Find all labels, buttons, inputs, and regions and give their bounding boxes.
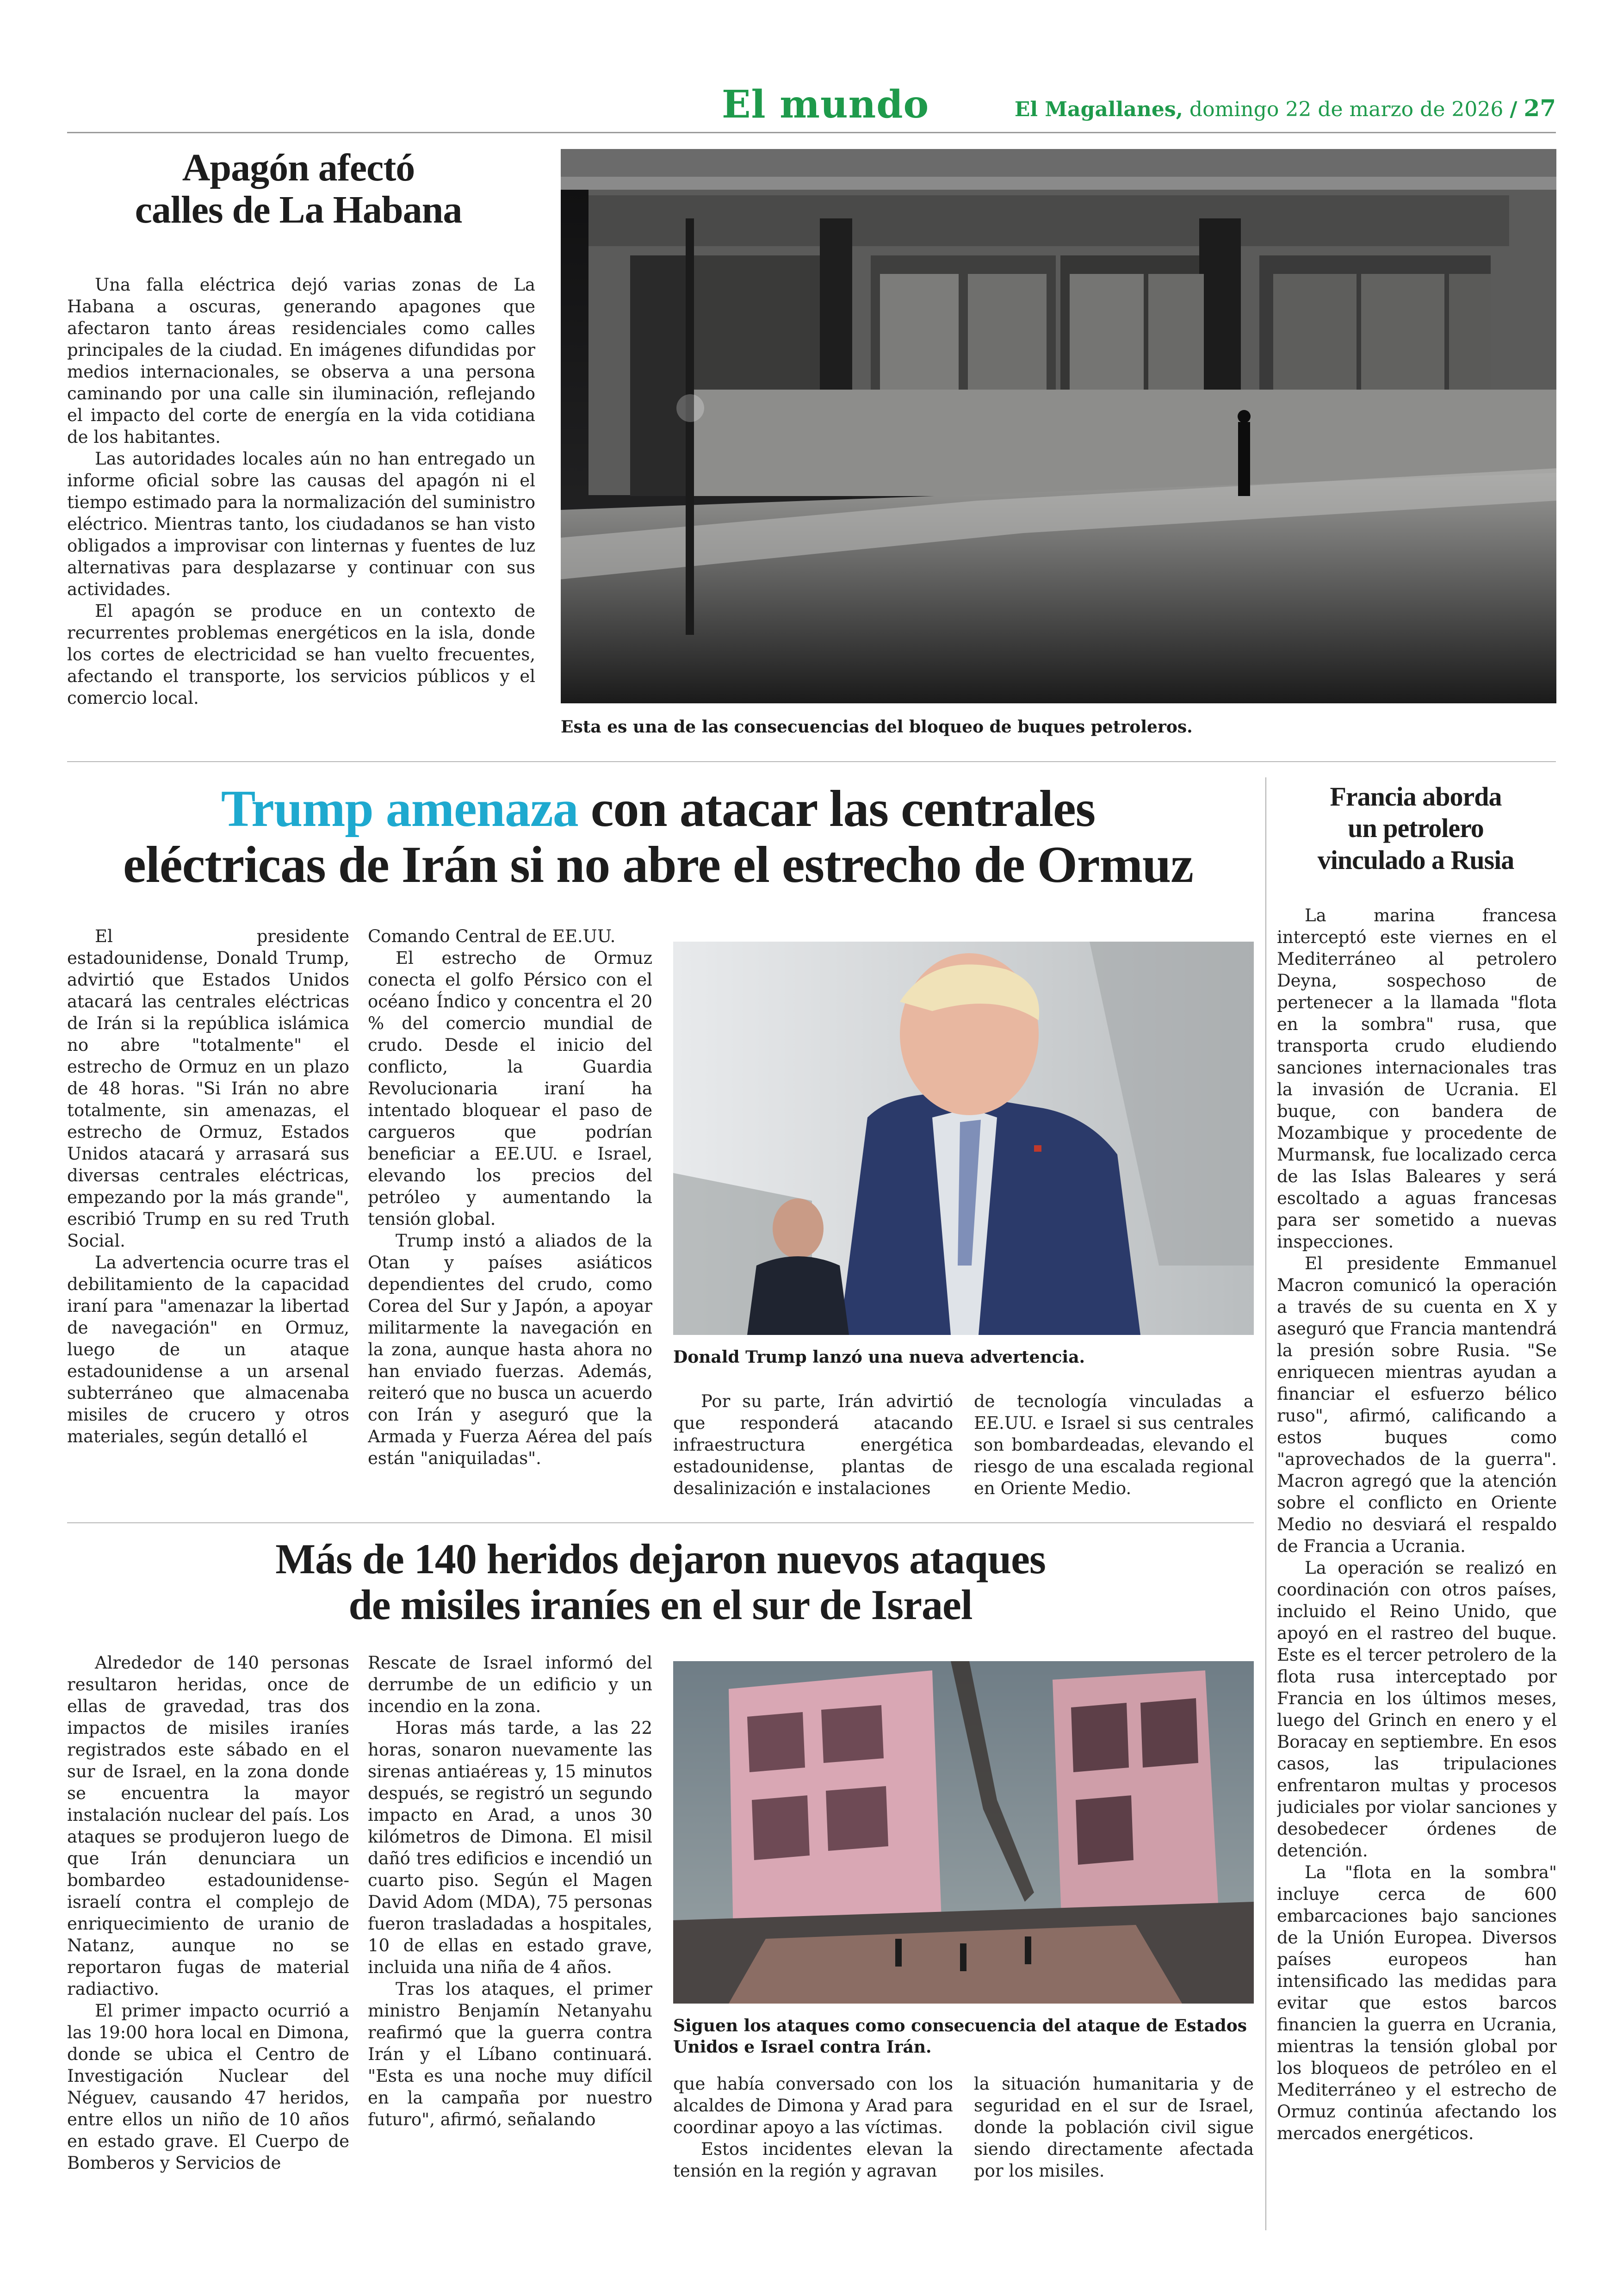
trump-photo <box>673 942 1254 1335</box>
issue-date: domingo 22 de marzo de 2026 <box>1189 98 1504 121</box>
page-number: 27 <box>1524 94 1556 122</box>
trump-paragraph: Trump instó a aliados de la Otan y países asiáticos dependientes del crudo, como Corea del Sur y Japón, a apoyar militarmente la navegación en la zona, aunque hasta ahora no han enviado fuerzas. Además, reiteró que no busca un acuerdo con Irán y aseguró que la Armada y Fuerza Aérea del país están "aniquiladas". <box>368 1231 652 1468</box>
page-separator: / <box>1510 98 1518 121</box>
trump-paragraph: El estrecho de Ormuz conecta el golfo Pérsico con el océano Índico y concentra el 20 % del comercio mundial de crudo. Desde el inicio del conflicto, la Guardia Revolucionaria iraní ha intentado bloquear el paso de cargueros que podrían beneficiar a EE.UU. e Israel, elevando los precios del petróleo y aumentando la tensión global. <box>368 948 652 1229</box>
trump-column-3 <box>673 1390 953 1511</box>
israel-paragraph-continued: Rescate de Israel informó del derrumbe de un edificio y un incendio en la zona. <box>368 1653 652 1716</box>
section-title: El mundo <box>722 82 929 127</box>
habana-paragraph: Una falla eléctrica dejó varias zonas de La Habana a oscuras, generando apagones que afectaron tanto áreas residenciales como calles principales de la ciudad. En imágenes difundidas por medios internacionales, se observa a una persona caminando por una calle sin iluminación, reflejando el impacto del corte de energía en la vida cotidiana de los habitantes. <box>67 275 535 447</box>
habana-photo <box>561 149 1556 703</box>
trump-paragraph: El presidente estadounidense, Donald Trump, advirtió que Estados Unidos atacará las centrales eléctricas de Irán si la república islámica no abre "totalmente" el estrecho de Ormuz en un plazo de 48 horas. "Si Irán no abre totalmente, sin amenazas, el estrecho de Ormuz, Estados Unidos atacará y arrasará sus diversas centrales eléctricas, empezando por la más grande", escribió Trump en su red Truth Social. <box>67 926 349 1251</box>
trump-paragraph: Por su parte, Irán advirtió que responderá atacando infraestructura energética estadounidense, plantas de desalinización e instalaciones <box>673 1391 953 1498</box>
israel-photo <box>673 1661 1254 2004</box>
column-divider <box>1265 777 1266 2230</box>
trump-paragraph-continued: de tecnología vinculadas a EE.UU. e Israel si sus centrales son bombardeadas, elevando el riesgo de una escalada regional en Oriente Medio. <box>974 1391 1254 1498</box>
trump-paragraph-continued: Comando Central de EE.UU. <box>368 926 616 946</box>
trump-headline-line2: eléctricas de Irán si no abre el estrecho de Ormuz <box>123 836 1193 894</box>
israel-column-1 <box>67 1652 349 2231</box>
habana-headline <box>67 147 530 231</box>
trump-headline-accent: Trump amenaza <box>221 780 578 838</box>
trump-headline <box>67 781 1249 893</box>
israel-paragraph: El primer impacto ocurrió a las 19:00 hora local en Dimona, donde se ubica el Centro de Investigación Nuclear del Néguev, causando 47 heridos, entre ellos un niño de 10 años en estado grave. El Cuerpo de Bomberos y Servicios de <box>67 2001 349 2173</box>
israel-paragraph: Alrededor de 140 personas resultaron heridas, once de ellas de gravedad, tras dos impactos de misiles iraníes registrados este sábado en el sur de Israel, en la zona donde se encuentra la mayor instalación nuclear del país. Los ataques se produjeron luego de que Irán denunciara un bombardeo estadounidense-israelí contra el complejo de enriquecimiento de uranio de Natanz, aunque no se reportaron fugas de material radiactivo. <box>67 1653 349 1999</box>
francia-paragraph: La marina francesa interceptó este viernes en el Mediterráneo al petrolero Deyna, sospechoso de pertenecer a la llamada "flota en la sombra" rusa, que transporta crudo eludiendo sanciones internacionales tras la invasión de Ucrania. El buque, con bandera de Mozambique y procedente de Murmansk, fue localizado cerca de las Islas Baleares y será escoltado a aguas francesas para ser sometido a nuevas inspecciones. <box>1277 906 1557 1252</box>
masthead-info <box>1015 94 1556 122</box>
israel-paragraph-continued: la situación humanitaria y de seguridad en el sur de Israel, donde la población civil sigue siendo directamente afectada por los misiles. <box>974 2074 1254 2181</box>
francia-body <box>1277 905 1557 2233</box>
trump-headline-line1 <box>67 781 1249 837</box>
habana-paragraph: Las autoridades locales aún no han entregado un informe oficial sobre las causas del apagón ni el tiempo estimado para la normalización del suministro eléctrico. Mientras tanto, los ciudadanos se han visto obligados a improvisar con linternas y fuentes de luz alternativas para desplazarse y continuar con sus actividades. <box>67 449 535 599</box>
habana-photo-caption: Esta es una de las consecuencias del bloqueo de buques petroleros. <box>561 717 1193 737</box>
israel-headline <box>67 1536 1254 1628</box>
newspaper-name: El Magallanes, <box>1014 98 1183 121</box>
israel-headline-line2: de misiles iraníes en el sur de Israel <box>348 1581 973 1629</box>
habana-headline-line1: Apagón afectó <box>182 146 415 189</box>
israel-column-4 <box>974 2073 1254 2231</box>
francia-headline <box>1275 781 1557 876</box>
trump-column-2 <box>368 925 652 1511</box>
israel-paragraph: Estos incidentes elevan la tensión en la región y agravan <box>673 2139 953 2181</box>
israel-paragraph: Tras los ataques, el primer ministro Benjamín Netanyahu reafirmó que la guerra contra Irán y el Líbano continuará. "Esta es una noche muy difícil en la campaña por nuestro futuro", afirmó, señalando <box>368 1979 652 2129</box>
israel-photo-caption: Siguen los ataques como consecuencia del ataque de Estados Unidos e Israel contra Irán. <box>673 2016 1247 2057</box>
section-divider <box>67 761 1556 762</box>
israel-paragraph: Horas más tarde, a las 22 horas, sonaron nuevamente las sirenas antiaéreas y, 15 minutos después, se registró un segundo impacto en Arad, a unos 30 kilómetros de Dimona. El misil dañó tres edificios e incendió un cuarto piso. Según el Magen David Adom (MDA), 75 personas fueron trasladadas a hospitales, 10 de ellas en estado grave, incluida una niña de 4 años. <box>368 1718 652 1977</box>
francia-headline-line2: un petrolero <box>1348 813 1484 844</box>
francia-headline-line1: Francia aborda <box>1330 782 1502 812</box>
israel-column-2 <box>368 1652 652 2231</box>
israel-headline-line1: Más de 140 heridos dejaron nuevos ataques <box>275 1535 1046 1582</box>
francia-paragraph: La operación se realizó en coordinación con otros países, incluido el Reino Unido, que apoyó en el rastreo del buque. Este es el tercer petrolero de la flota rusa interceptado por Francia en los últimos meses, luego del Grinch en enero y el Boracay en septiembre. En esos casos, las tripulaciones enfrentaron multas y procesos judiciales por violar sanciones y desobedecer órdenes de detención. <box>1277 1558 1557 1861</box>
trump-column-4 <box>974 1390 1254 1511</box>
trump-photo-caption: Donald Trump lanzó una nueva advertencia. <box>673 1347 1085 1367</box>
trump-paragraph: La advertencia ocurre tras el debilitamiento de la capacidad iraní para "amenazar la libertad de navegación" en Ormuz, luego de un ataque estadounidense a un arsenal subterráneo que almacenaba misiles de crucero y otros materiales, según detalló el <box>67 1253 349 1446</box>
francia-headline-line3: vinculado a Rusia <box>1317 844 1514 875</box>
francia-paragraph: La "flota en la sombra" incluye cerca de 600 embarcaciones bajo sanciones de la Unión Europea. Diversos países europeos han intensificado las medidas para evitar que estos barcos financien la guerra en Ucrania, mientras la tensión global por los bloqueos de petróleo en el Mediterráneo y el estrecho de Ormuz continúa afectando los mercados energéticos. <box>1277 1862 1557 2143</box>
section-divider <box>67 1522 1254 1523</box>
trump-headline-rest: con atacar las centrales <box>578 780 1096 838</box>
header-rule <box>67 132 1556 133</box>
habana-paragraph: El apagón se produce en un contexto de recurrentes problemas energéticos en la isla, donde los cortes de electricidad se han vuelto frecuentes, afectando el transporte, los servicios públicos y el comercio local. <box>67 601 535 708</box>
israel-paragraph-continued: que había conversado con los alcaldes de Dimona y Arad para coordinar apoyo a las víctimas. <box>673 2074 953 2137</box>
habana-body <box>67 274 535 744</box>
trump-column-1 <box>67 925 349 1511</box>
francia-paragraph: El presidente Emmanuel Macron comunicó la operación a través de su cuenta en X y aseguró que Francia mantendrá la presión sobre Rusia. "Se enriquecen mientras ayudan a financiar el esfuerzo bélico ruso", afirmó, calificando a estos buques como "aprovechados de la guerra". Macron agregó que la atención sobre el conflicto en Oriente Medio no desviará el respaldo de Francia a Ucrania. <box>1277 1253 1557 1556</box>
israel-column-3 <box>673 2073 953 2231</box>
habana-headline-line2: calles de La Habana <box>135 188 462 231</box>
